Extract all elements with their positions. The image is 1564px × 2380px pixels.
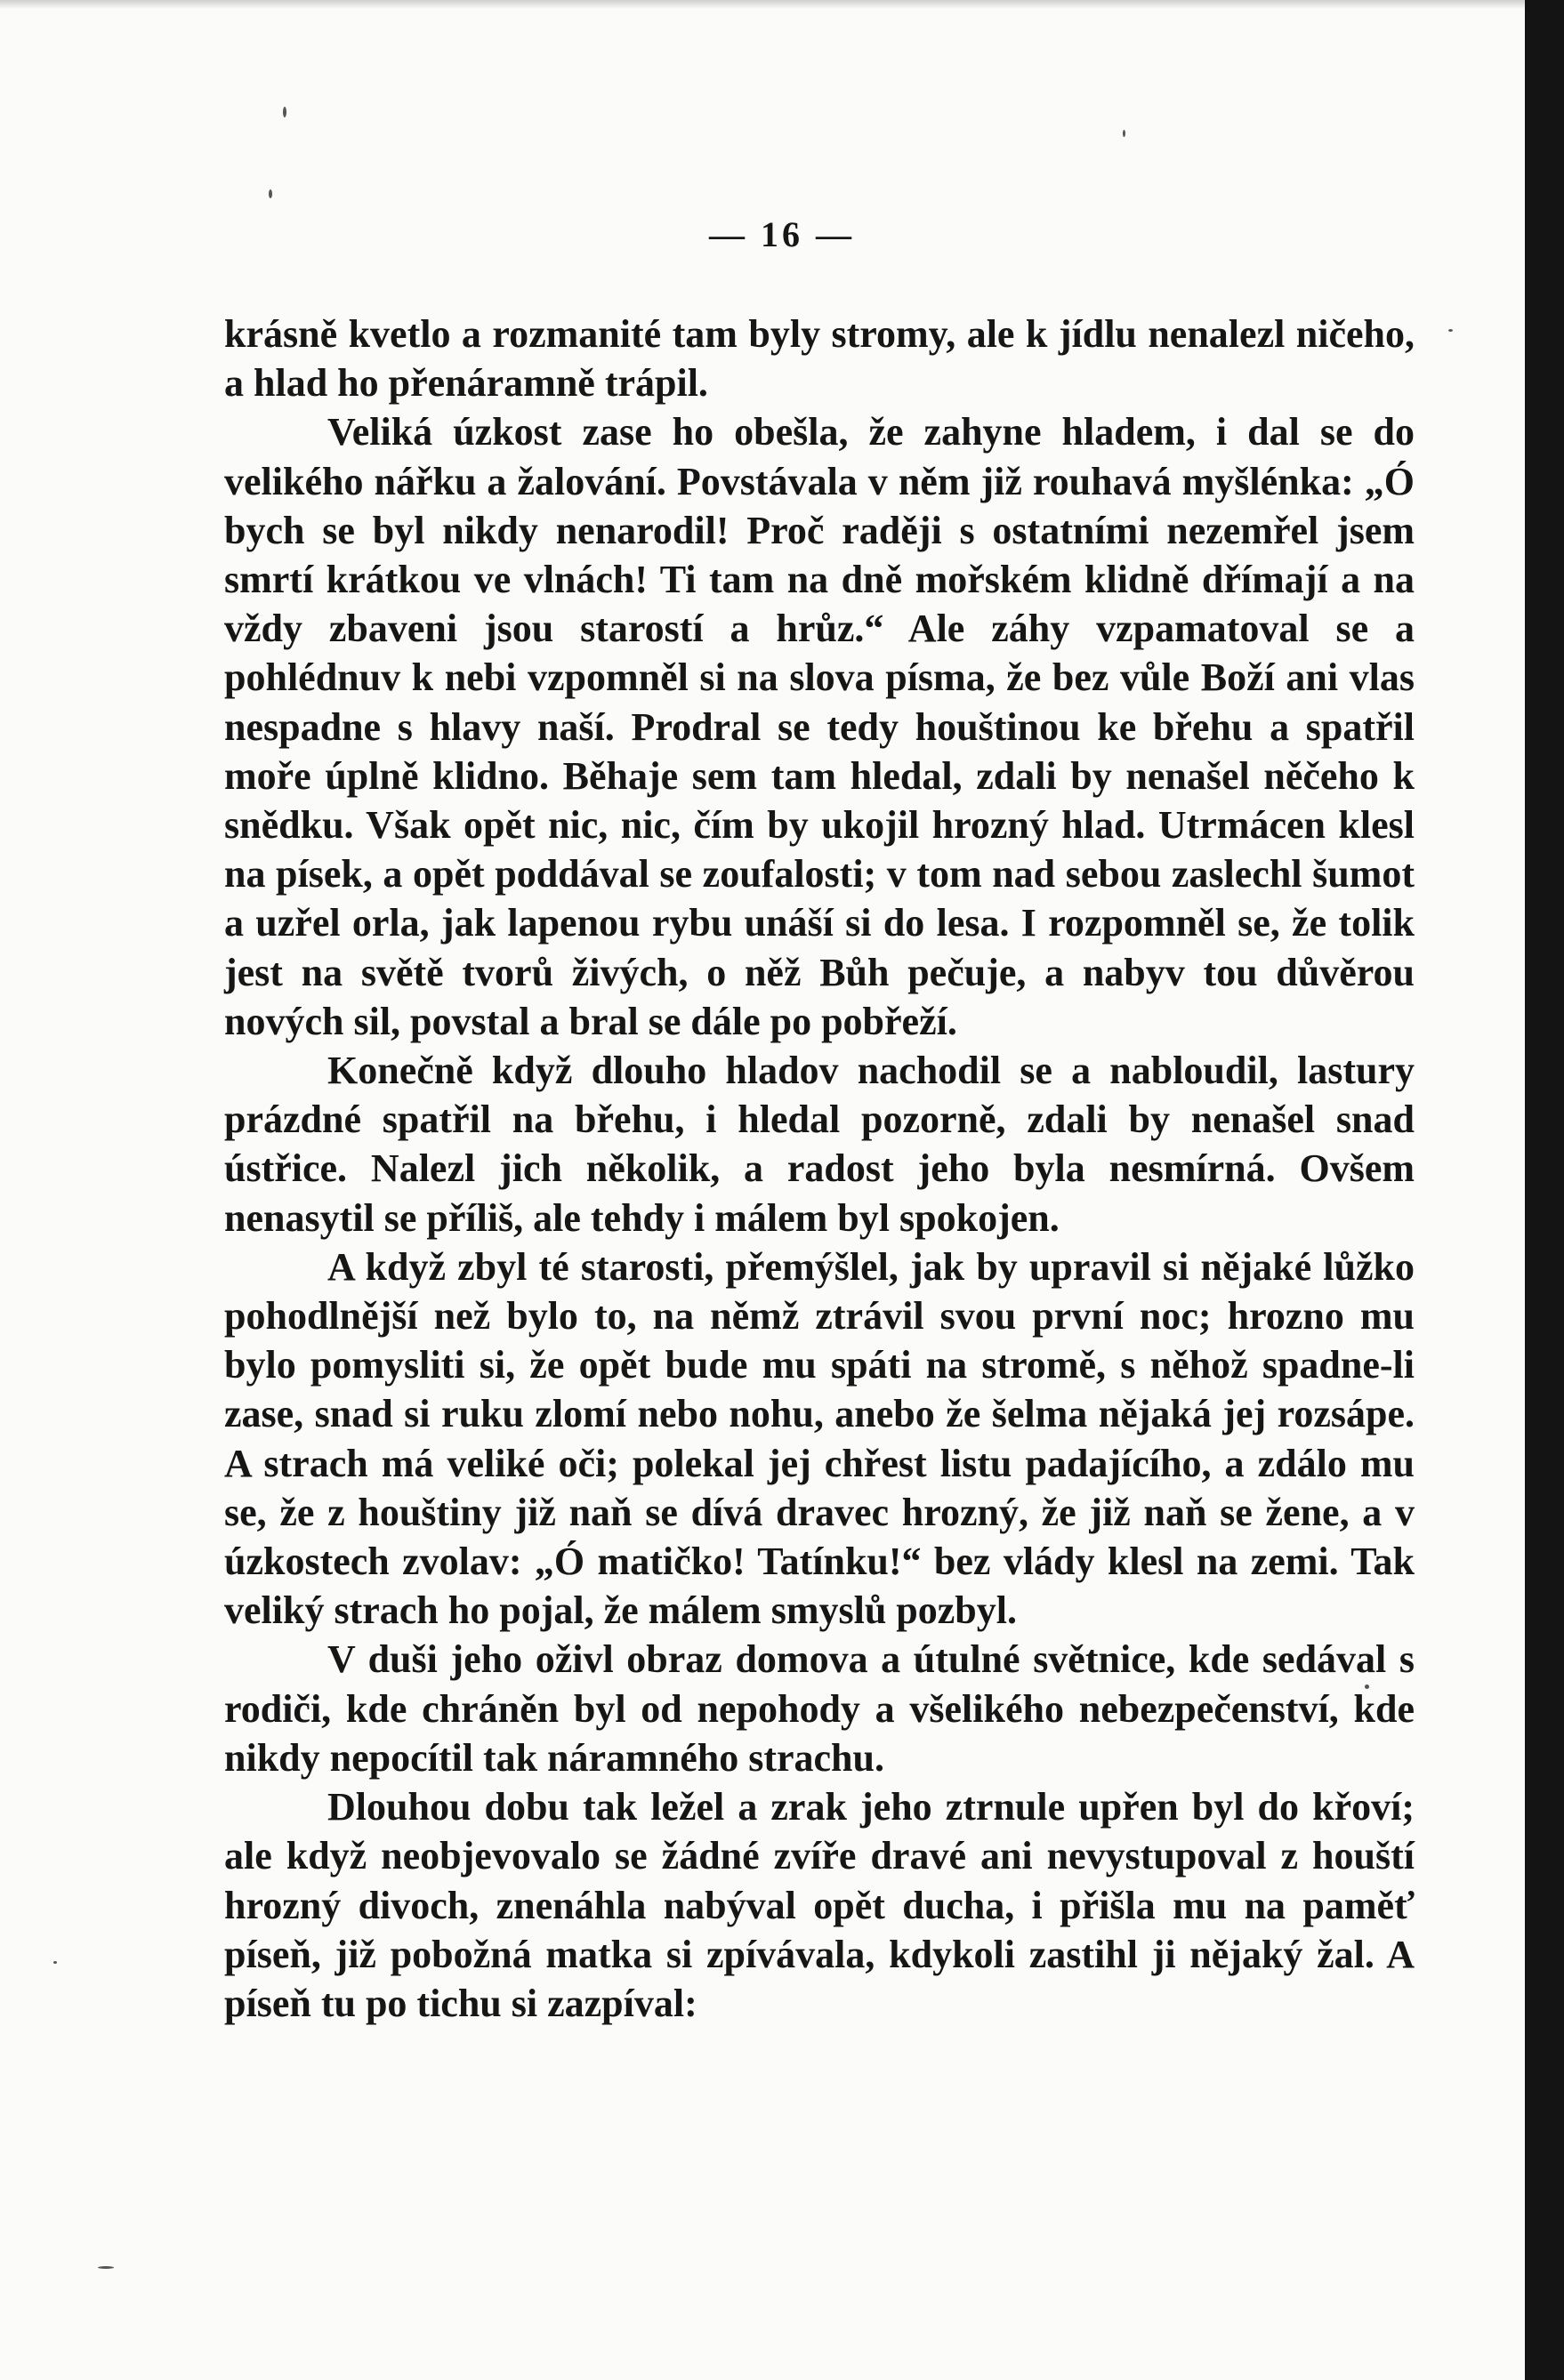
paragraph-6: Dlouhou dobu tak ležel a zrak jeho ztrnule upřen byl do křoví; ale když neobjevovalo se žádné zvíře dravé ani nevystupoval z houští hrozný divoch, znenáhla nabýval opět ducha, i přišla mu na paměť píseň, již pobožná matka si zpívávala, kdykoli zastihl ji nějaký žal. A píseň tu po tichu si zazpíval: <box>224 1785 1415 2025</box>
scan-speck <box>1448 329 1453 332</box>
paragraph-4: A když zbyl té starosti, přemýšlel, jak by upravil si nějaké lůžko pohodlnější než bylo to, na němž ztrávil svou první noc; hrozno mu bylo pomysliti si, že opět bude mu spáti na stromě, s něhož spadne-li zase, snad si ruku zlomí nebo nohu, anebo že šelma nějaká jej rozsápe. A strach má veliké oči; polekal jej chřest listu padajícího, a zdálo mu se, že z houštiny již naň se dívá dravec hrozný, že již naň se žene, a v úzkostech zvolav: „Ó matičko! Tatínku!“ bez vlády klesl na zemi. Tak veliký strach ho pojal, že málem smyslů pozbyl. <box>224 1244 1415 1633</box>
page-top-edge-shadow <box>0 0 1564 9</box>
paragraph-1: krásně kvetlo a rozmanité tam byly stromy, ale k jídlu nenalezl ničeho, a hlad ho přenáramně trápil. <box>224 312 1415 406</box>
body-text <box>224 310 1415 2028</box>
paragraph-3: Konečně když dlouho hladov nachodil se a nabloudil, lastury prázdné spatřil na břehu, i hledal pozorně, zdali by nenašel snad ústřice. Nalezl jich několik, a radost jeho byla nesmírná. Ovšem nenasytil se příliš, ale tehdy i málem byl spokojen. <box>224 1049 1415 1240</box>
paragraph-5: V duši jeho oživl obraz domova a útulné světnice, kde sedával s rodiči, kde chráněn byl od nepohody a všelikého nebezpečenství, kde nikdy nepocítil tak náramného strachu. <box>224 1637 1415 1780</box>
page-number: — 16 — <box>709 214 855 254</box>
scan-speck <box>53 1961 57 1964</box>
scan-speck <box>1123 130 1125 137</box>
paragraph-2: Veliká úzkost zase ho obešla, že zahyne hladem, i dal se do velikého nářku a žalování. Povstávala v něm již rouhavá myšlénka: „Ó bych se byl nikdy nenarodil! Proč raději s ostatními nezemřel jsem smrtí krátkou ve vlnách! Ti tam na dně mořském klidně dřímají a na vždy zbaveni jsou starostí a hrůz.“ Ale záhy vzpamatoval se a pohlédnuv k nebi vzpomněl si na slova písma, že bez vůle Boží ani vlas nespadne s hlavy naší. Prodral se tedy houštinou ke břehu a spatřil moře úplně klidno. Běhaje sem tam hledal, zdali by nenašel něčeho k snědku. Však opět nic, nic, čím by ukojil hrozný hlad. Utrmácen klesl na písek, a opět poddával se zoufalosti; v tom nad sebou zaslechl šumot a uzřel orla, jak lapenou rybu unáší si do lesa. I rozpomněl se, že tolik jest na světě tvorů živých, o něž Bůh pečuje, a nabyv tou důvěrou nových sil, povstal a bral se dále po pobřeží. <box>224 410 1415 1043</box>
scan-speck <box>269 189 272 198</box>
scan-speck <box>283 107 286 117</box>
scan-speck <box>98 2266 114 2269</box>
page-right-edge-binding <box>1525 0 1564 2380</box>
